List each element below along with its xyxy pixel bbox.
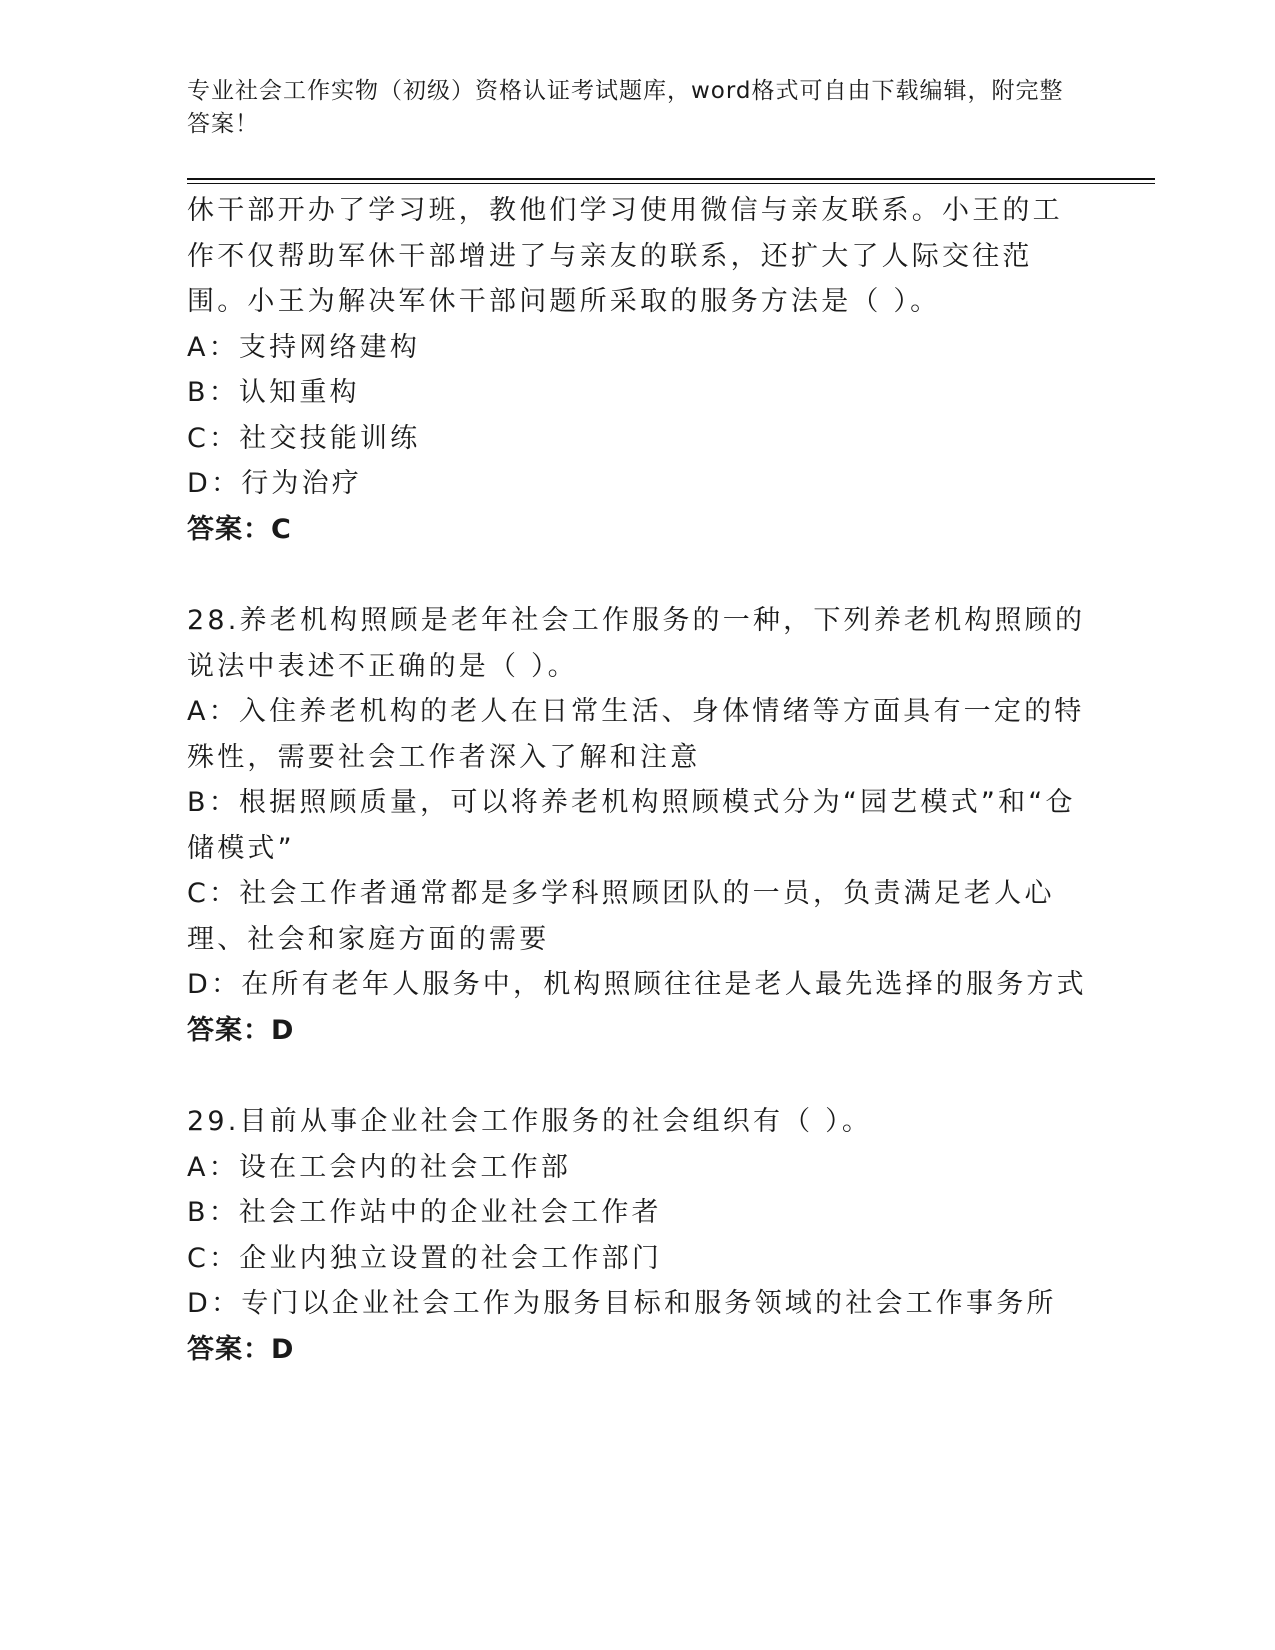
option-d: D：专门以企业社会工作为服务目标和服务领域的社会工作事务所 [187, 1288, 1057, 1319]
option-c: C：企业内独立设置的社会工作部门 [187, 1242, 663, 1274]
header-divider-thick [187, 178, 1155, 180]
option-d: D：行为治疗 [187, 468, 362, 499]
answer-line: 答案：D [187, 1014, 295, 1046]
option-a: A：设在工会内的社会工作部 [187, 1151, 572, 1183]
question-28 [187, 598, 1092, 1053]
option-b: B：社会工作站中的企业社会工作者 [187, 1197, 662, 1228]
option-d: D：在所有老年人服务中，机构照顾往往是老人最先选择的服务方式 [187, 969, 1087, 1000]
question-stem: 29.目前从事企业社会工作服务的社会组织有（ ）。 [187, 1106, 873, 1137]
option-c: C：社会工作者通常都是多学科照顾团队的一员，负责满足老人心理、社会和家庭方面的需要 [187, 878, 1055, 955]
option-a: A：支持网络建构 [187, 331, 421, 363]
answer-line: 答案：D [187, 1333, 295, 1365]
document-header: 专业社会工作实物（初级）资格认证考试题库，word格式可自由下载编辑，附完整答案！ [187, 78, 1064, 137]
question-27 [187, 188, 1092, 552]
option-a: A：入住养老机构的老人在日常生活、身体情绪等方面具有一定的特殊性，需要社会工作者深入了解和注意 [187, 696, 1085, 773]
question-29 [187, 1099, 1092, 1372]
answer-line: 答案：C [187, 513, 292, 545]
question-spacer [187, 1053, 1092, 1099]
question-content [187, 188, 1092, 1372]
header-divider-thin [187, 183, 1155, 184]
option-c: C：社交技能训练 [187, 422, 421, 454]
option-b: B：认知重构 [187, 377, 360, 408]
question-spacer [187, 552, 1092, 598]
question-stem: 休干部开办了学习班，教他们学习使用微信与亲友联系。小王的工作不仅帮助军休干部增进了与亲友的联系，还扩大了人际交往范围。小王为解决军休干部问题所采取的服务方法是（ ）。 [187, 195, 1063, 317]
question-stem: 28.养老机构照顾是老年社会工作服务的一种，下列养老机构照顾的说法中表述不正确的是（ ）。 [187, 605, 1086, 682]
option-b: B：根据照顾质量，可以将养老机构照顾模式分为“园艺模式”和“仓储模式” [187, 787, 1076, 864]
